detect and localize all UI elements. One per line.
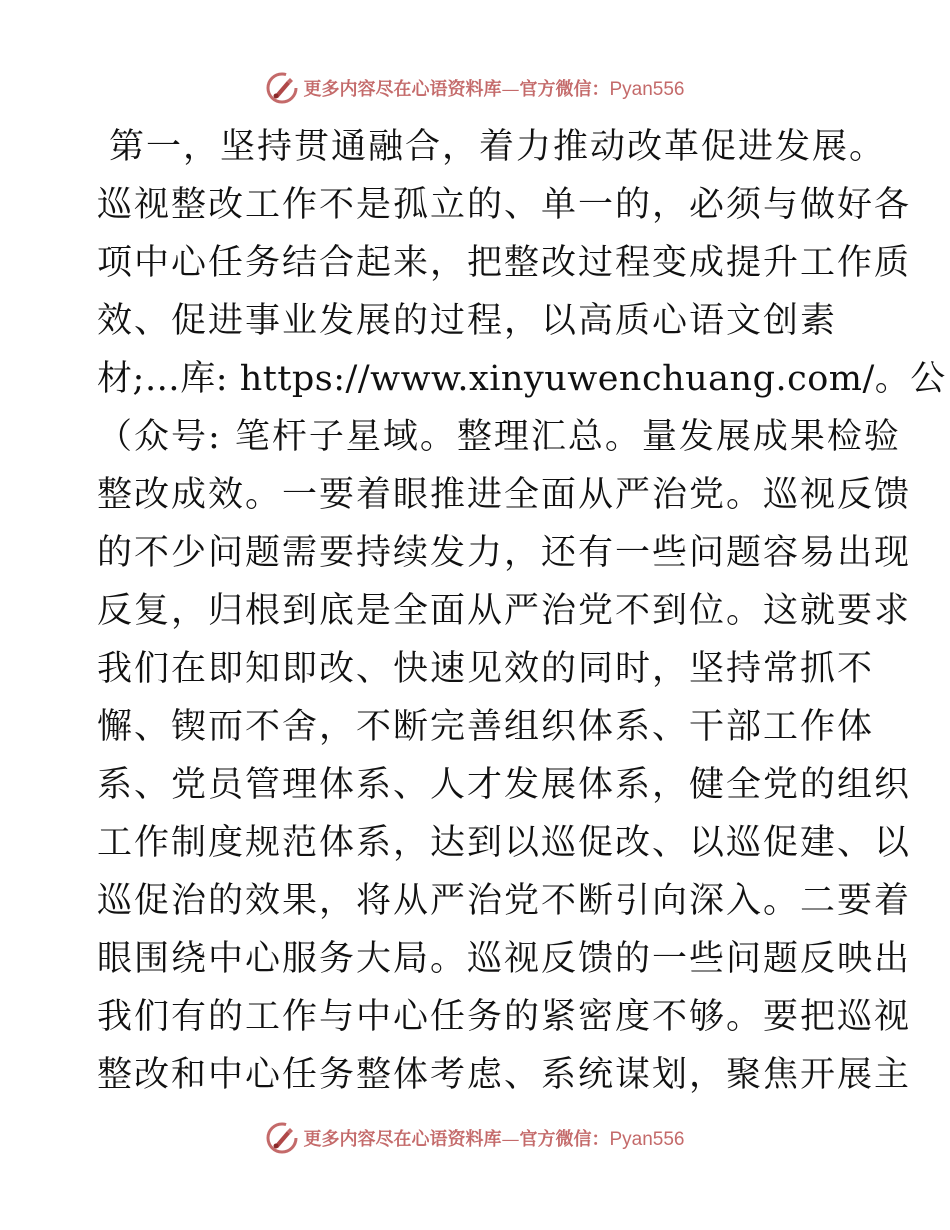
body-line-15: 眼围绕中心服务大局。巡视反馈的一些问题反映出 bbox=[97, 939, 912, 979]
footer-watermark-wechat-id: Pyan556 bbox=[609, 1129, 685, 1150]
body-line-12: 系、党员管理体系、人才发展体系，健全党的组织 bbox=[97, 765, 912, 805]
body-line-5: 材;…库: https://www.xinyuwenchuang.com/。公 bbox=[97, 359, 946, 399]
footer-watermark-label: 官方微信： bbox=[519, 1129, 610, 1150]
header-watermark-inner bbox=[265, 71, 684, 105]
header-watermark-prefix: 更多内容尽在心语资料库 bbox=[303, 79, 502, 100]
brush-logo-icon bbox=[265, 71, 299, 105]
footer-watermark-inner bbox=[265, 1121, 684, 1155]
body-line-7: 整改成效。一要着眼推进全面从严治党。巡视反馈 bbox=[97, 475, 912, 515]
header-watermark-wechat-id: Pyan556 bbox=[609, 79, 685, 100]
footer-watermark-dash: — bbox=[501, 1129, 520, 1150]
document-body bbox=[97, 118, 946, 1104]
brush-logo-icon bbox=[265, 1121, 299, 1155]
body-line-6: （众号: 笔杆子星域。整理汇总。量发展成果检验 bbox=[97, 417, 901, 457]
header-watermark bbox=[0, 68, 950, 108]
header-watermark-text bbox=[303, 75, 684, 101]
body-line-11: 懈、锲而不舍，不断完善组织体系、干部工作体 bbox=[97, 707, 875, 747]
header-watermark-label: 官方微信： bbox=[519, 79, 610, 100]
body-line-17: 整改和中心任务整体考虑、系统谋划，聚焦开展主 bbox=[97, 1055, 912, 1095]
header-watermark-dash: — bbox=[501, 79, 520, 100]
body-line-1: 第一，坚持贯通融合，着力推动改革促进发展。 bbox=[109, 127, 887, 167]
footer-watermark-prefix: 更多内容尽在心语资料库 bbox=[303, 1129, 502, 1150]
body-line-4: 效、促进事业发展的过程，以高质心语文创素 bbox=[97, 301, 838, 341]
body-line-13: 工作制度规范体系，达到以巡促改、以巡促建、以 bbox=[97, 823, 912, 863]
footer-watermark bbox=[0, 1118, 950, 1158]
body-line-8: 的不少问题需要持续发力，还有一些问题容易出现 bbox=[97, 533, 912, 573]
body-line-16: 我们有的工作与中心任务的紧密度不够。要把巡视 bbox=[97, 997, 912, 1037]
body-line-14: 巡促治的效果，将从严治党不断引向深入。二要着 bbox=[97, 881, 912, 921]
body-line-10: 我们在即知即改、快速见效的同时，坚持常抓不 bbox=[97, 649, 875, 689]
body-line-3: 项中心任务结合起来，把整改过程变成提升工作质 bbox=[97, 243, 912, 283]
body-line-2: 巡视整改工作不是孤立的、单一的，必须与做好各 bbox=[97, 185, 912, 225]
footer-watermark-text bbox=[303, 1125, 684, 1151]
body-line-9: 反复，归根到底是全面从严治党不到位。这就要求 bbox=[97, 591, 912, 631]
